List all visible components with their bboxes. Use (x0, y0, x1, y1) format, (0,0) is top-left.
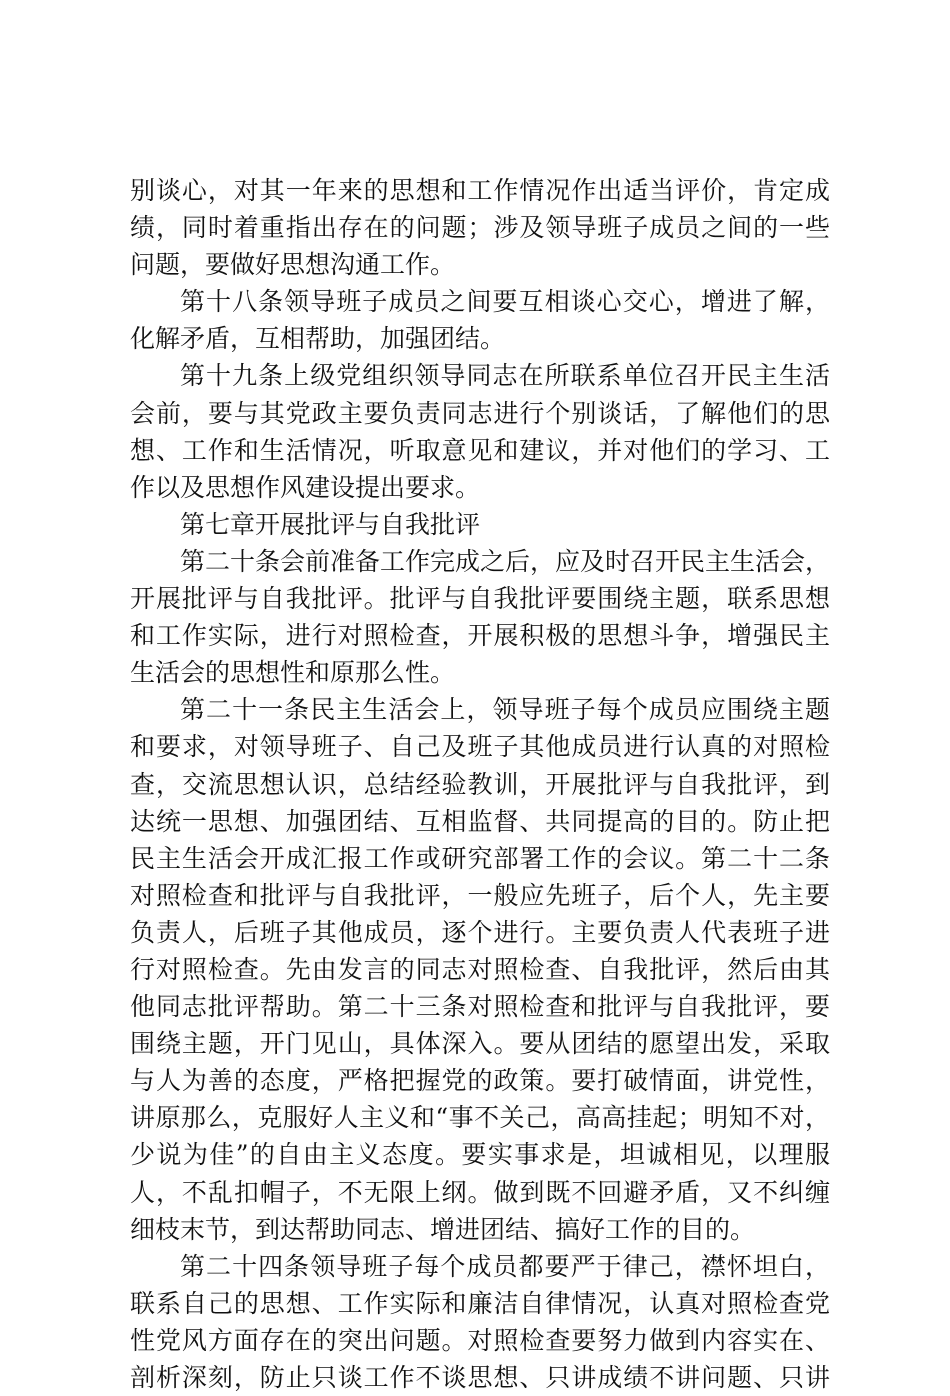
text-line: 第十八条领导班子成员之间要互相谈心交心，增进了解， (180, 287, 830, 317)
text-line: 民主生活会开成汇报工作或研究部署工作的会议。第二十二条 (130, 843, 830, 873)
text-line: 与人为善的态度，严格把握党的政策。要打破情面，讲党性， (130, 1066, 830, 1096)
text-line: 达统一思想、加强团结、互相监督、共同提高的目的。防止把 (130, 806, 830, 836)
text-line: 第十九条上级党组织领导同志在所联系单位召开民主生活 (180, 361, 830, 391)
text-line: 讲原那么，克服好人主义和“事不关己，高高挂起；明知不对， (130, 1103, 830, 1133)
text-line: 第七章开展批评与自我批评 (180, 509, 481, 539)
text-line: 别谈心，对其一年来的思想和工作情况作出适当评价，肯定成 (130, 176, 830, 205)
paragraph (130, 543, 830, 691)
text-line: 第二十条会前准备工作完成之后，应及时召开民主生活会， (180, 546, 831, 576)
text-line: 围绕主题，开门见山，具体深入。要从团结的愿望出发，采取 (130, 1029, 830, 1059)
text-line: 剖析深刻，防止只谈工作不谈思想、只讲成绩不讲问题、只讲 (130, 1363, 830, 1392)
text-line: 联系自己的思想、工作实际和廉洁自律情况，认真对照检查党 (130, 1288, 830, 1318)
paragraph (130, 172, 830, 283)
text-line: 他同志批评帮助。第二十三条对照检查和批评与自我批评，要 (130, 992, 830, 1022)
paragraph (130, 283, 830, 357)
text-line: 行对照检查。先由发言的同志对照检查、自我批评，然后由其 (130, 954, 830, 984)
text-line: 第二十一条民主生活会上，领导班子每个成员应围绕主题 (180, 695, 830, 725)
text-line: 细枝末节，到达帮助同志、增进团结、搞好工作的目的。 (130, 1214, 756, 1244)
text-line: 和要求，对领导班子、自己及班子其他成员进行认真的对照检 (130, 732, 830, 762)
text-line: 负责人，后班子其他成员，逐个进行。主要负责人代表班子进 (130, 917, 830, 947)
text-line: 绩，同时着重指出存在的问题；涉及领导班子成员之间的一些 (130, 213, 830, 243)
text-line: 查，交流思想认识，总结经验教训，开展批评与自我批评，到 (130, 769, 830, 799)
paragraph (130, 506, 830, 543)
text-line: 生活会的思想性和原那么性。 (130, 658, 456, 688)
text-line: 开展批评与自我批评。批评与自我批评要围绕主题，联系思想 (130, 584, 830, 614)
text-line: 性党风方面存在的突出问题。对照检查要努力做到内容实在、 (130, 1325, 830, 1355)
text-line: 少说为佳”的自由主义态度。要实事求是，坦诚相见，以理服 (130, 1140, 830, 1170)
text-line: 对照检查和批评与自我批评，一般应先班子，后个人，先主要 (130, 880, 830, 910)
text-line: 人，不乱扣帽子，不无限上纲。做到既不回避矛盾，又不纠缠 (130, 1177, 830, 1207)
text-line: 第二十四条领导班子每个成员都要严于律己，襟怀坦白， (180, 1251, 830, 1281)
paragraph (130, 357, 830, 505)
text-line: 问题，要做好思想沟通工作。 (130, 250, 456, 280)
text-line: 和工作实际，进行对照检查，开展积极的思想斗争，增强民主 (130, 621, 830, 651)
paragraph (130, 691, 830, 1247)
text-line: 化解矛盾，互相帮助，加强团结。 (130, 324, 506, 354)
document-body (130, 172, 830, 1396)
text-line: 想、工作和生活情况，听取意见和建议，并对他们的学习、工 (130, 435, 830, 465)
paragraph (130, 1248, 830, 1396)
text-line: 作以及思想作风建设提出要求。 (130, 472, 481, 502)
text-line: 会前，要与其党政主要负责同志进行个别谈话，了解他们的思 (130, 398, 830, 428)
